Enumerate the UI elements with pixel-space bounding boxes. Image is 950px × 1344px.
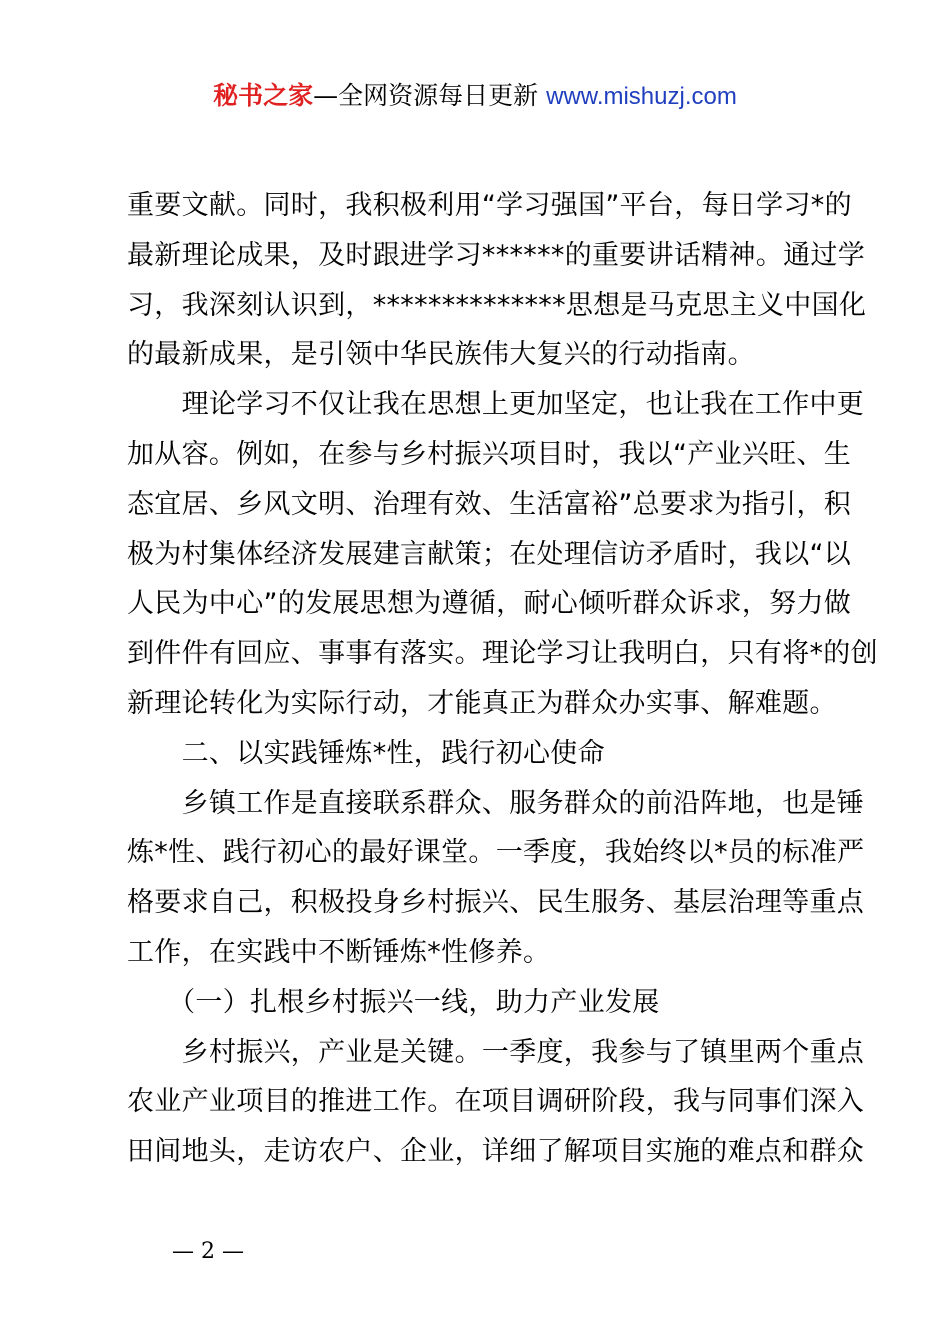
subsection-heading: （一）扎根乡村振兴一线，助力产业发展 (127, 986, 660, 1018)
text-line: 乡镇工作是直接联系群众、服务群众的前沿阵地，也是锤 (127, 787, 865, 819)
text-line: 态宜居、乡风文明、治理有效、生活富裕”总要求为指引，积 (127, 488, 852, 520)
brand-name: 秘书之家 (213, 81, 314, 110)
section-heading: 二、以实践锤炼*性，践行初心使命 (127, 737, 605, 769)
text-line: 乡村振兴，产业是关键。一季度，我参与了镇里两个重点 (127, 1036, 865, 1068)
text-line: 工作，在实践中不断锤炼*性修养。 (127, 936, 551, 968)
banner-tagline: —全网资源每日更新 (313, 81, 539, 110)
text-line: 理论学习不仅让我在思想上更加坚定，也让我在工作中更 (127, 389, 865, 421)
text-line: 习，我深刻认识到，**************思想是马克思主义中国化 (127, 289, 867, 321)
text-line: 农业产业项目的推进工作。在项目调研阶段，我与同事们深入 (127, 1086, 865, 1118)
text-line: 最新理论成果，及时跟进学习******的重要讲话精神。通过学 (127, 239, 865, 271)
text-line: 重要文献。同时，我积极利用“学习强国”平台，每日学习*的 (127, 190, 852, 221)
text-line: 极为村集体经济发展建言献策；在处理信访矛盾时，我以“以 (127, 538, 852, 570)
page-number: — 2 — (172, 1239, 244, 1264)
text-line: 人民为中心”的发展思想为遵循，耐心倾听群众诉求，努力做 (127, 588, 852, 620)
text-line: 到件件有回应、事事有落实。理论学习让我明白，只有将*的创 (127, 638, 878, 670)
document-body (127, 181, 878, 1177)
text-line: 新理论转化为实际行动，才能真正为群众办实事、解难题。 (127, 687, 837, 719)
text-line: 炼*性、践行初心的最好课堂。一季度，我始终以*员的标准严 (127, 837, 865, 869)
text-line: 的最新成果，是引领中华民族伟大复兴的行动指南。 (127, 339, 755, 371)
site-banner (0, 80, 950, 113)
text-line: 格要求自己，积极投身乡村振兴、民生服务、基层治理等重点 (127, 887, 865, 919)
text-line: 加从容。例如，在参与乡村振兴项目时，我以“产业兴旺、生 (127, 438, 852, 470)
text-line: 田间地头，走访农户、企业，详细了解项目实施的难点和群众 (127, 1136, 865, 1168)
site-url-link[interactable]: www.mishuzj.com (546, 83, 737, 110)
